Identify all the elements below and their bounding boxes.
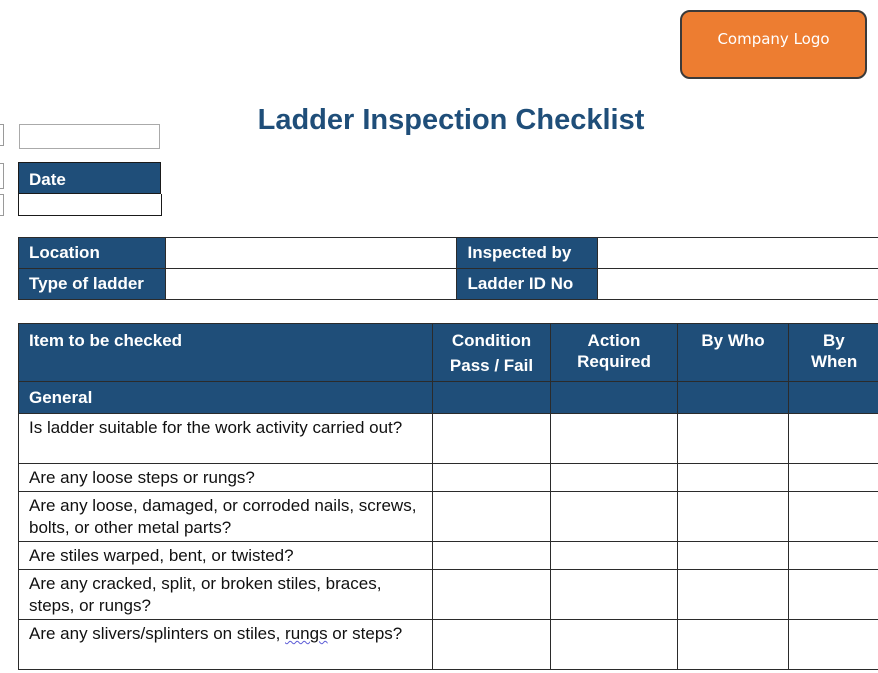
action-cell[interactable] [551, 414, 678, 464]
info-row-location [19, 238, 878, 269]
condition-cell[interactable] [433, 414, 551, 464]
action-cell[interactable] [551, 464, 678, 492]
col-item-header: Item to be checked [19, 324, 433, 382]
left-edge-box-2 [0, 163, 4, 189]
checklist-item-text [19, 620, 433, 670]
location-field[interactable] [165, 238, 457, 269]
checklist-item-text: Is ladder suitable for the work activity carried out? [19, 414, 433, 464]
name-field[interactable] [19, 124, 160, 149]
checklist-row [19, 492, 878, 542]
by-when-cell[interactable] [789, 620, 878, 670]
action-cell[interactable] [551, 492, 678, 542]
section-general-label: General [19, 382, 433, 414]
checklist-row [19, 570, 878, 620]
col-by-when-line2: When [811, 352, 858, 371]
section-cell [678, 382, 789, 414]
section-general-row [19, 382, 878, 414]
by-when-cell[interactable] [789, 570, 878, 620]
type-of-ladder-field[interactable] [165, 269, 457, 300]
inspection-info-table [18, 237, 878, 300]
info-row-type [19, 269, 878, 300]
checklist-item-text: Are any cracked, split, or broken stiles, braces, steps, or rungs? [19, 570, 433, 620]
condition-cell[interactable] [433, 464, 551, 492]
item-text-part: Are any slivers/splinters on stiles, [29, 624, 286, 643]
location-label: Location [19, 238, 166, 269]
left-edge-box-1 [0, 124, 4, 146]
by-who-cell[interactable] [678, 542, 789, 570]
checklist-row [19, 620, 878, 670]
action-cell[interactable] [551, 620, 678, 670]
by-when-cell[interactable] [789, 464, 878, 492]
company-logo-label: Company Logo [717, 30, 830, 48]
checklist-header-row [19, 324, 878, 382]
checklist-row [19, 542, 878, 570]
company-logo [680, 10, 867, 79]
date-label: Date [18, 162, 161, 194]
by-who-cell[interactable] [678, 492, 789, 542]
col-action-line1: Action [587, 331, 641, 350]
col-by-when-line1: By [823, 331, 845, 350]
col-condition-line2: Pass / Fail [449, 356, 534, 375]
condition-cell[interactable] [433, 570, 551, 620]
col-action-header [551, 324, 678, 382]
item-text-part: or steps? [327, 624, 403, 643]
by-who-cell[interactable] [678, 620, 789, 670]
section-cell [433, 382, 551, 414]
checklist-table [18, 323, 878, 670]
ladder-id-label: Ladder ID No [457, 269, 598, 300]
date-field[interactable] [18, 194, 162, 216]
section-cell [551, 382, 678, 414]
by-when-cell[interactable] [789, 492, 878, 542]
col-condition-line1: Condition [451, 331, 532, 350]
by-who-cell[interactable] [678, 570, 789, 620]
by-who-cell[interactable] [678, 464, 789, 492]
condition-cell[interactable] [433, 620, 551, 670]
action-cell[interactable] [551, 570, 678, 620]
ladder-id-field[interactable] [598, 269, 878, 300]
col-by-who-header: By Who [678, 324, 789, 382]
inspected-by-field[interactable] [598, 238, 878, 269]
checklist-item-text: Are stiles warped, bent, or twisted? [19, 542, 433, 570]
col-by-when-header [789, 324, 878, 382]
type-of-ladder-label: Type of ladder [19, 269, 166, 300]
checklist-item-text: Are any loose, damaged, or corroded nails, screws, bolts, or other metal parts? [19, 492, 433, 542]
by-who-cell[interactable] [678, 414, 789, 464]
inspected-by-label: Inspected by [457, 238, 598, 269]
by-when-cell[interactable] [789, 414, 878, 464]
page-title: Ladder Inspection Checklist [257, 104, 645, 136]
condition-cell[interactable] [433, 492, 551, 542]
by-when-cell[interactable] [789, 542, 878, 570]
checklist-item-text: Are any loose steps or rungs? [19, 464, 433, 492]
checklist-row [19, 464, 878, 492]
left-edge-box-3 [0, 194, 4, 216]
col-condition-header [433, 324, 551, 382]
section-cell [789, 382, 878, 414]
spellcheck-word: rungs [285, 624, 328, 643]
action-cell[interactable] [551, 542, 678, 570]
checklist-row [19, 414, 878, 464]
col-action-line2: Required [577, 352, 651, 371]
condition-cell[interactable] [433, 542, 551, 570]
